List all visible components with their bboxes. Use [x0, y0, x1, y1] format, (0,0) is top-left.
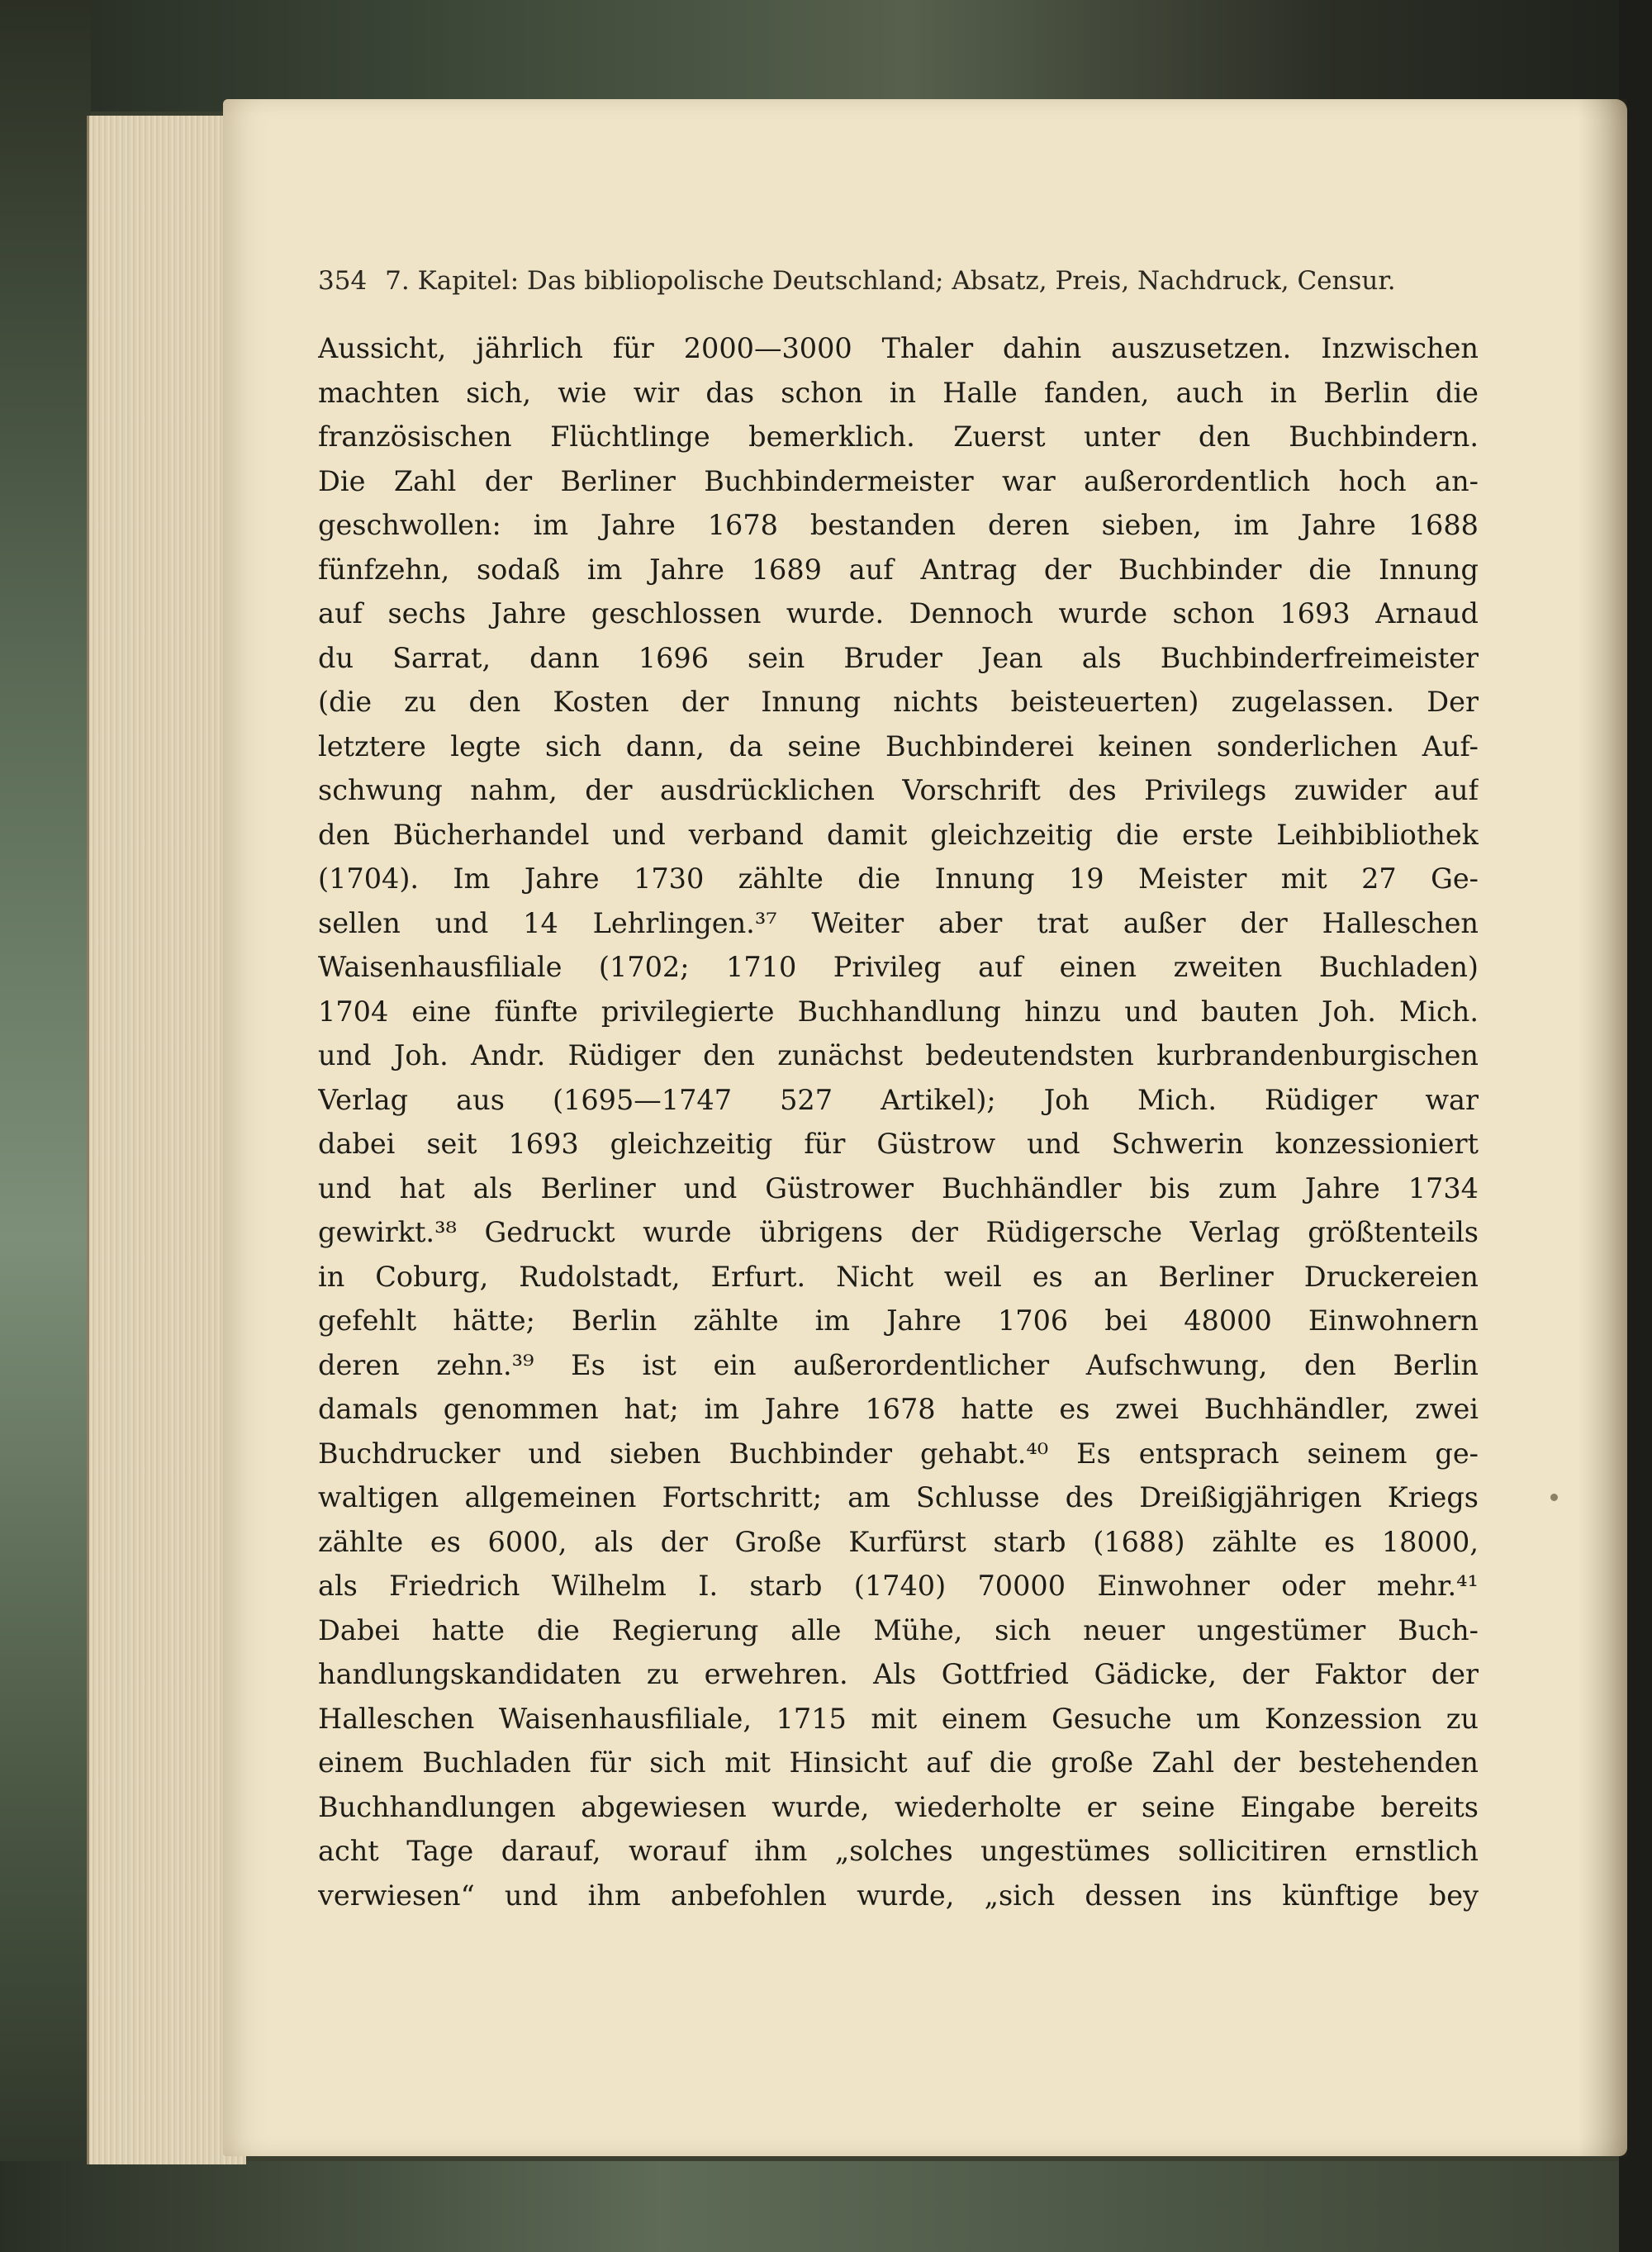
text-line: fünfzehn, sodaß im Jahre 1689 auf Antrag der Buchbinder die Innung — [318, 553, 1479, 586]
text-line: Halleschen Waisenhausfiliale, 1715 mit einem Gesuche um Konzession zu — [318, 1702, 1479, 1735]
text-line: verwiesen“ und ihm anbefohlen wurde, „sich dessen ins künftige bey — [318, 1879, 1479, 1912]
text-line: einem Buchladen für sich mit Hinsicht auf die große Zahl der bestehenden — [318, 1746, 1479, 1779]
text-line: geschwollen: im Jahre 1678 bestanden deren sieben, im Jahre 1688 — [318, 509, 1479, 541]
text-line: Aussicht, jährlich für 2000—3000 Thaler dahin auszusetzen. Inzwischen — [318, 332, 1479, 364]
text-line: auf sechs Jahre geschlossen wurde. Dennoch wurde schon 1693 Arnaud — [318, 597, 1479, 630]
text-line: handlungskandidaten zu erwehren. Als Gottfried Gädicke, der Faktor der — [318, 1658, 1479, 1690]
book-cover-top — [0, 0, 1652, 112]
text-line: sellen und 14 Lehrlingen.³⁷ Weiter aber trat außer der Halleschen — [318, 906, 1479, 939]
page-number: 354 — [318, 266, 368, 296]
running-header — [318, 266, 1474, 306]
text-line: in Coburg, Rudolstadt, Erfurt. Nicht weil es an Berliner Druckereien — [318, 1260, 1479, 1293]
text-line: waltigen allgemeinen Fortschritt; am Schlusse des Dreißigjährigen Kriegs — [318, 1481, 1479, 1513]
text-line: 1704 eine fünfte privilegierte Buchhandlung hinzu und bauten Joh. Mich. — [318, 995, 1479, 1028]
page-gutter-shadow — [1578, 99, 1627, 2156]
text-line: deren zehn.³⁹ Es ist ein außerordentlicher Aufschwung, den Berlin — [318, 1348, 1479, 1381]
text-line: acht Tage darauf, worauf ihm „solches ungestümes sollicitiren ernstlich — [318, 1835, 1479, 1867]
text-line: damals genommen hat; im Jahre 1678 hatte es zwei Buchhändler, zwei — [318, 1393, 1479, 1425]
text-line: gefehlt hätte; Berlin zählte im Jahre 1706 bei 48000 Einwohnern — [318, 1304, 1479, 1337]
text-line: als Friedrich Wilhelm I. starb (1740) 70000 Einwohner oder mehr.⁴¹ — [318, 1570, 1479, 1602]
text-line: Buchdrucker und sieben Buchbinder gehabt.⁴⁰ Es entsprach seinem ge- — [318, 1437, 1479, 1470]
text-line: französischen Flüchtlinge bemerklich. Zuerst unter den Buchbindern. — [318, 420, 1479, 453]
text-line: und Joh. Andr. Rüdiger den zunächst bedeutendsten kurbrandenburgischen — [318, 1039, 1479, 1071]
text-line: (die zu den Kosten der Innung nichts beisteuerten) zugelassen. Der — [318, 686, 1479, 718]
text-line: und hat als Berliner und Güstrower Buchhändler bis zum Jahre 1734 — [318, 1171, 1479, 1204]
text-line: den Bücherhandel und verband damit gleichzeitig die erste Leihbibliothek — [318, 818, 1479, 851]
text-line: schwung nahm, der ausdrücklichen Vorschrift des Privilegs zuwider auf — [318, 774, 1479, 806]
book-cover-left — [0, 0, 91, 2252]
text-line: machten sich, wie wir das schon in Halle fanden, auch in Berlin die — [318, 376, 1479, 409]
text-line: Waisenhausfiliale (1702; 1710 Privileg auf einen zweiten Buchladen) — [318, 951, 1479, 983]
book-cover-bottom — [0, 2161, 1652, 2252]
text-line: Die Zahl der Berliner Buchbindermeister war außerordentlich hoch an- — [318, 464, 1479, 497]
text-line: zählte es 6000, als der Große Kurfürst starb (1688) zählte es 18000, — [318, 1525, 1479, 1558]
text-line: Buchhandlungen abgewiesen wurde, wiederholte er seine Eingabe bereits — [318, 1790, 1479, 1823]
margin-spot — [1550, 1494, 1558, 1501]
text-line: du Sarrat, dann 1696 sein Bruder Jean als Buchbinderfreimeister — [318, 641, 1479, 674]
body-text — [318, 326, 1479, 1917]
text-line: Verlag aus (1695—1747 527 Artikel); Joh Mich. Rüdiger war — [318, 1083, 1479, 1116]
text-line: letztere legte sich dann, da seine Buchbinderei keinen sonderlichen Auf- — [318, 729, 1479, 763]
text-line: (1704). Im Jahre 1730 zählte die Innung 19 Meister mit 27 Ge- — [318, 862, 1479, 895]
text-line: Dabei hatte die Regierung alle Mühe, sich neuer ungestümer Buch- — [318, 1613, 1479, 1646]
text-line: dabei seit 1693 gleichzeitig für Güstrow und Schwerin konzessioniert — [318, 1128, 1479, 1160]
running-title: 7. Kapitel: Das bibliopolische Deutschland; Absatz, Preis, Nachdruck, Censur. — [385, 266, 1396, 296]
text-line: gewirkt.³⁸ Gedruckt wurde übrigens der Rüdigersche Verlag größtenteils — [318, 1216, 1479, 1248]
